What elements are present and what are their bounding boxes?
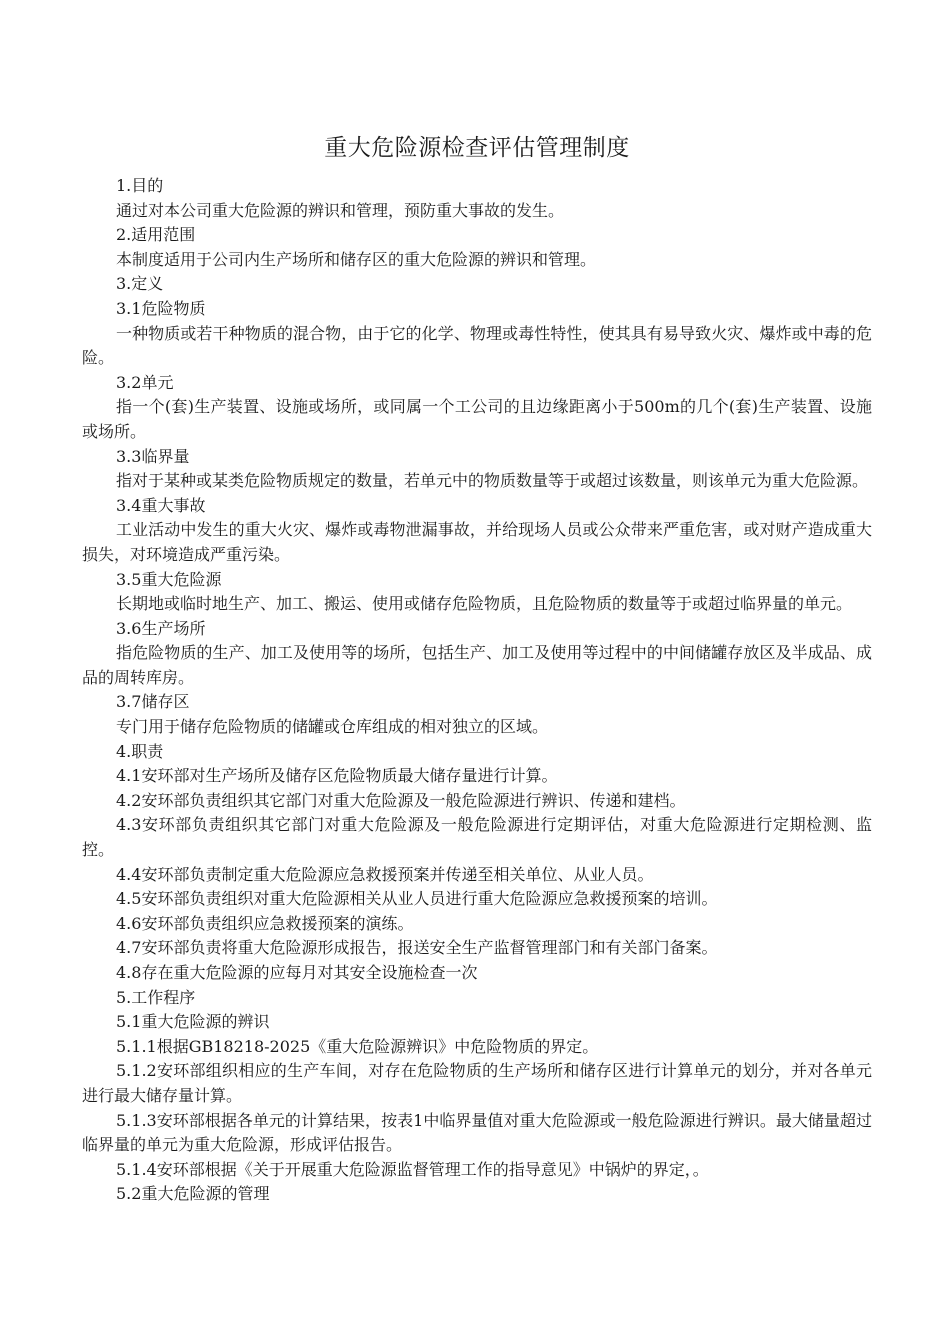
paragraph: 专门用于储存危险物质的储罐或仓库组成的相对独立的区域。 xyxy=(116,717,549,737)
paragraph: 4.7安环部负责将重大危险源形成报告，报送安全生产监督管理部门和有关部门备案。 xyxy=(116,938,718,958)
paragraph: 5.2重大危险源的管理 xyxy=(116,1184,270,1204)
paragraph: 工业活动中发生的重大火灾、爆炸或毒物泄漏事故，并给现场人员或公众带来严重危害，或对财产造成重大损失，对环境造成严重污染。 xyxy=(82,520,872,564)
paragraph: 2.适用范围 xyxy=(116,225,196,245)
paragraph: 3.1危险物质 xyxy=(116,298,206,318)
paragraph: 4.6安环部负责组织应急救援预案的演练。 xyxy=(116,913,414,933)
paragraph: 一种物质或若干种物质的混合物，由于它的化学、物理或毒性特性，使其具有易导致火灾、爆炸或中毒的危险。 xyxy=(82,323,872,368)
paragraph: 5.1.4安环部根据《关于开展重大危险源监督管理工作的指导意见》中锅炉的界定，。 xyxy=(116,1159,709,1179)
paragraph: 4.5安环部负责组织对重大危险源相关从业人员进行重大危险源应急救援预案的培训。 xyxy=(116,889,718,909)
document-title: 重大危险源检查评估管理制度 xyxy=(324,135,630,161)
paragraph: 5.1.2安环部组织相应的生产车间，对存在危险物质的生产场所和储存区进行计算单元的划分，并对各单元进行最大储存量计算。 xyxy=(82,1061,872,1105)
paragraph: 5.1重大危险源的辨识 xyxy=(116,1012,270,1032)
paragraph: 5.1.3安环部根据各单元的计算结果，按表1中临界量值对重大危险源或一般危险源进行辨识。最大储量超过临界量的单元为重大危险源，形成评估报告。 xyxy=(82,1110,872,1155)
paragraph: 3.3临界量 xyxy=(116,446,190,466)
paragraph: 通过对本公司重大危险源的辨识和管理，预防重大事故的发生。 xyxy=(116,200,565,220)
paragraph: 指对于某种或某类危险物质规定的数量，若单元中的物质数量等于或超过该数量，则该单元为重大危险源。 xyxy=(116,471,869,491)
paragraph: 3.4重大事故 xyxy=(116,495,206,515)
paragraph: 指危险物质的生产、加工及使用等的场所，包括生产、加工及使用等过程中的中间储罐存放区及半成品、成品的周转库房。 xyxy=(82,643,872,687)
paragraph: 4.4安环部负责制定重大危险源应急救援预案并传递至相关单位、从业人员。 xyxy=(116,864,654,884)
paragraph: 3.2单元 xyxy=(116,372,174,392)
paragraph: 3.6生产场所 xyxy=(116,618,206,638)
paragraph: 4.8存在重大危险源的应每月对其安全设施检查一次 xyxy=(116,963,478,982)
paragraph: 3.5重大危险源 xyxy=(116,569,222,589)
paragraph: 本制度适用于公司内生产场所和储存区的重大危险源的辨识和管理。 xyxy=(116,249,597,269)
paragraph: 5.1.1根据GB18218-2025《重大危险源辨识》中危险物质的界定。 xyxy=(116,1036,599,1056)
paragraph: 4.1安环部对生产场所及储存区危险物质最大储存量进行计算。 xyxy=(116,766,558,786)
paragraph: 4.3安环部负责组织其它部门对重大危险源及一般危险源进行定期评估，对重大危险源进行定期检测、监控。 xyxy=(82,815,872,860)
paragraph: 1.目的 xyxy=(116,176,164,195)
paragraph: 5.工作程序 xyxy=(116,987,196,1007)
paragraph: 指一个(套)生产装置、设施或场所，或同属一个工公司的且边缘距离小于500m的几个(套)生产装置、设施或场所。 xyxy=(82,397,872,441)
paragraph: 4.2安环部负责组织其它部门对重大危险源及一般危险源进行辨识、传递和建档。 xyxy=(116,790,686,810)
document-body xyxy=(82,174,872,1207)
document-page xyxy=(82,128,872,1207)
paragraph: 4.职责 xyxy=(116,741,164,761)
paragraph: 3.定义 xyxy=(116,274,164,294)
paragraph: 3.7储存区 xyxy=(116,692,190,712)
paragraph: 长期地或临时地生产、加工、搬运、使用或储存危险物质，且危险物质的数量等于或超过临界量的单元。 xyxy=(116,594,853,614)
